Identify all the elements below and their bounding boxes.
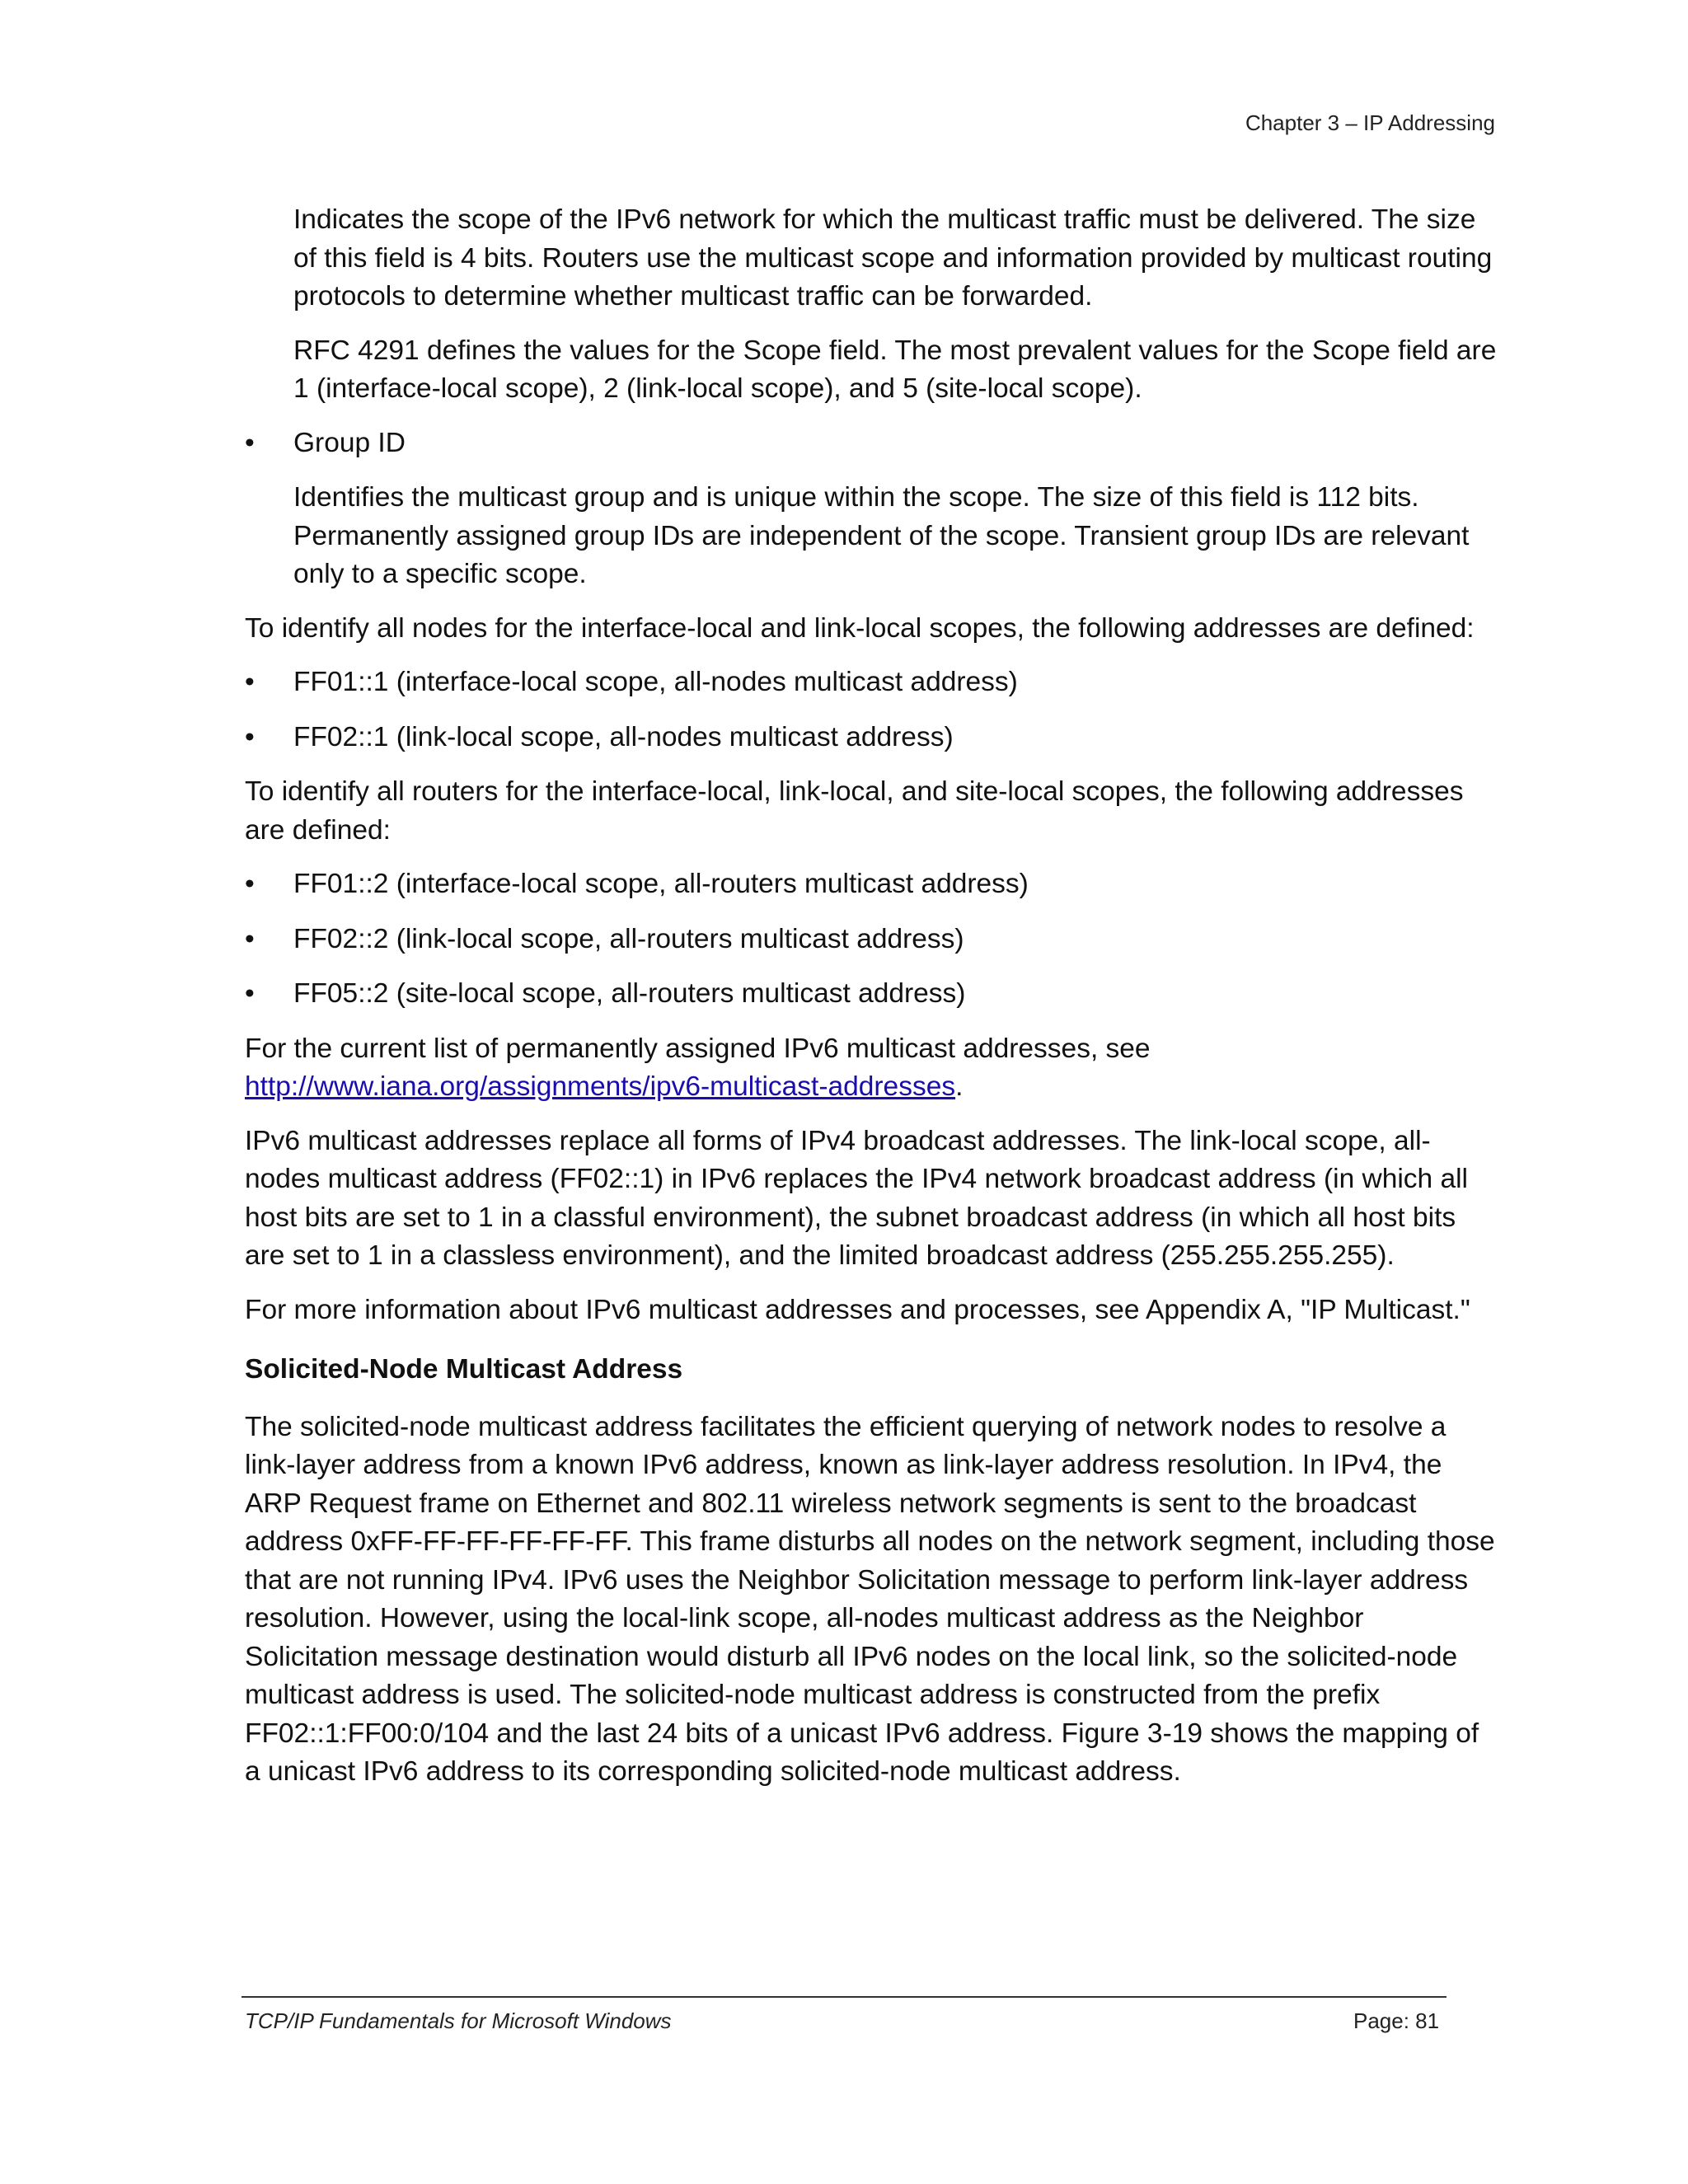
list-item (245, 663, 1498, 702)
multicast-list-reference (245, 1030, 1498, 1107)
bullet-group-id (245, 424, 1498, 463)
reference-text: For the current list of permanently assigned IPv6 multicast addresses, see (245, 1033, 1151, 1064)
scope-values-paragraph: RFC 4291 defines the values for the Scope field. The most prevalent values for the Scope field are 1 (interface-local scope), 2 (link-local scope), and 5 (site-local scope). (293, 335, 1497, 404)
list-item (245, 975, 1498, 1014)
bullet-icon: • (245, 667, 255, 697)
running-header: Chapter 3 – IP Addressing (1245, 110, 1495, 135)
page-body (245, 201, 1498, 1807)
list-item-text: FF02::2 (link-local scope, all-routers multicast address) (293, 923, 964, 954)
all-nodes-intro: To identify all nodes for the interface-local and link-local scopes, the following addresses are defined: (245, 612, 1475, 644)
list-item (245, 921, 1498, 959)
section-heading: Solicited-Node Multicast Address (245, 1354, 683, 1385)
list-item-text: FF05::2 (site-local scope, all-routers multicast address) (293, 978, 966, 1009)
scope-description: Indicates the scope of the IPv6 network for which the multicast traffic must be delivered. The size of this field is 4 bits. Routers use the multicast scope and information provided by multicast routing protocols to determine whether multicast traffic can be forwarded. (293, 204, 1493, 312)
broadcast-replacement-paragraph: IPv6 multicast addresses replace all forms of IPv4 broadcast addresses. The link-local scope, all-nodes multicast address (FF02::1) in IPv6 replaces the IPv4 network broadcast address (in which all host bits are set to 1 in a classful environment), the subnet broadcast address (in which all host bits are set to 1 in a classless environment), and the limited broadcast address (255.255.255.255). (245, 1125, 1468, 1271)
all-routers-intro: To identify all routers for the interface-local, link-local, and site-local scopes, the following addresses are defined: (245, 776, 1464, 846)
bullet-icon: • (245, 721, 255, 752)
list-item-text: FF02::1 (link-local scope, all-nodes multicast address) (293, 721, 954, 752)
more-info-paragraph: For more information about IPv6 multicast addresses and processes, see Appendix A, "IP Multicast." (245, 1294, 1470, 1325)
bullet-icon: • (245, 923, 255, 954)
page-number: Page: 81 (1353, 2008, 1440, 2033)
bullet-label: Group ID (293, 427, 406, 458)
reference-period: . (955, 1071, 964, 1102)
group-id-description: Identifies the multicast group and is unique within the scope. The size of this field is 112 bits. Permanently assigned group IDs are independent of the scope. Transient group IDs are relevant only to a specific scope. (293, 482, 1470, 589)
list-item-text: FF01::2 (interface-local scope, all-routers multicast address) (293, 869, 1029, 899)
list-item-text: FF01::1 (interface-local scope, all-nodes multicast address) (293, 667, 1018, 697)
bullet-icon: • (245, 978, 255, 1009)
iana-link[interactable]: http://www.iana.org/assignments/ipv6-multicast-addresses (245, 1071, 956, 1102)
footer-book-title: TCP/IP Fundamentals for Microsoft Windows (245, 2008, 672, 2033)
footer-divider (241, 1996, 1447, 1998)
list-item (245, 719, 1498, 757)
solicited-node-paragraph: The solicited-node multicast address facilitates the efficient querying of network nodes to resolve a link-layer address from a known IPv6 address, known as link-layer address resolution. In IPv4, the ARP Request frame on Ethernet and 802.11 wireless network segments is sent to the broadcast address 0xFF-FF-FF-FF-FF-FF. This frame disturbs all nodes on the network segment, including those that are not running IPv4. IPv6 uses the Neighbor Solicitation message to perform link-layer address resolution. However, using the local-link scope, all-nodes multicast address as the Neighbor Solicitation message destination would disturb all IPv6 nodes on the local link, so the solicited-node multicast address is used. The solicited-node multicast address is constructed from the prefix FF02::1:FF00:0/104 and the last 24 bits of a unicast IPv6 address. Figure 3-19 shows the mapping of a unicast IPv6 address to its corresponding solicited-node multicast address. (245, 1411, 1495, 1787)
bullet-icon: • (245, 869, 255, 899)
bullet-icon: • (245, 427, 255, 458)
list-item (245, 865, 1498, 904)
